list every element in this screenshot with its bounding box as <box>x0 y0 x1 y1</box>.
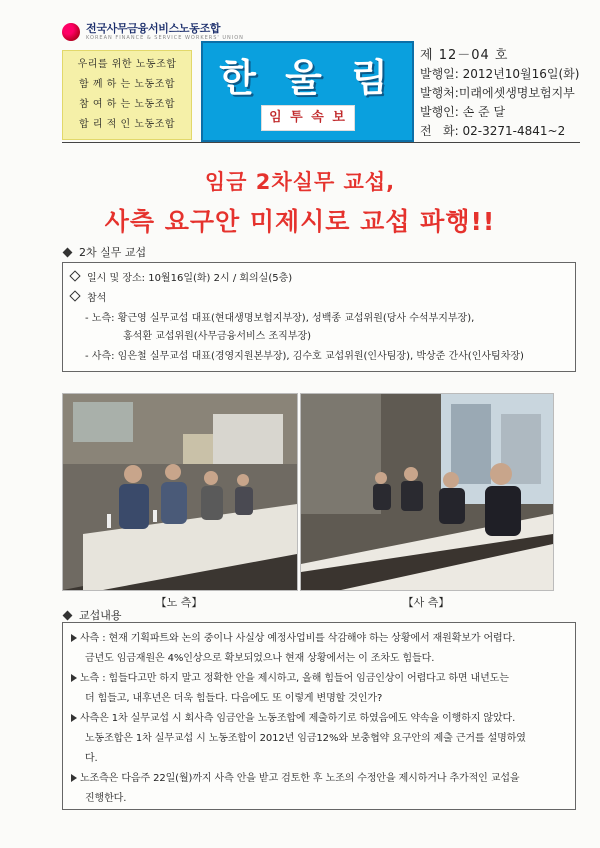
attendees-label: 참석 <box>71 289 106 304</box>
slogan-line: 합 리 적 인 노동조합 <box>79 119 175 130</box>
union-attendees: - 노측: 황근영 실무교섭 대표(현대생명보험지부장), 성백종 교섭위원(당사 수석부지부장), <box>85 313 475 324</box>
company-side-photo <box>300 393 554 591</box>
meeting-box <box>62 262 576 372</box>
negotiation-line: 노측 : 힘들다고만 하지 말고 정확한 안을 제시하고, 올해 힘들어 임금인상이 어렵다고 하면 내년도는 <box>71 669 509 684</box>
slogan-box <box>62 50 192 140</box>
masthead-subtitle: 임 투 속 보 <box>269 110 347 125</box>
issue-info <box>420 46 580 141</box>
issue-line-publisher: 발행처:미래에셋생명보험지부 <box>420 86 575 100</box>
negotiation-line: 더 힘들고, 내후년은 더욱 힘들다. 다음에도 또 이렇게 변명할 것인가? <box>85 693 383 704</box>
triangle-bullet-icon <box>71 674 77 682</box>
union-attendees-cont: 홍석환 교섭위원(사무금융서비스 조직부장) <box>123 331 312 342</box>
triangle-bullet-icon <box>71 774 77 782</box>
triangle-bullet-icon <box>71 714 77 722</box>
diamond-bullet-icon <box>63 610 73 620</box>
union-emblem-icon <box>62 23 80 41</box>
negotiation-heading: 교섭내용 <box>62 607 122 623</box>
negotiation-line: 노동조합은 1차 실무교섭 시 노동조합이 2012년 임금12%와 보충협약 요구안의 제출 근거를 설명하였 <box>85 733 526 744</box>
diamond-bullet-icon <box>63 247 73 257</box>
negotiation-line: 금년도 임금재원은 4%인상으로 확보되었으나 현재 상황에서는 이 조차도 힘들다. <box>85 653 435 664</box>
headline-line-1: 임금 2차실무 교섭, <box>204 170 396 194</box>
org-name-en: KOREAN FINANCE & SERVICE WORKERS' UNION <box>86 35 244 41</box>
negotiation-line: 노조측은 다음주 22일(월)까지 사측 안을 받고 검토한 후 노조의 수정안을 제시하거나 추가적인 교섭을 <box>71 769 519 784</box>
header-divider <box>62 142 580 143</box>
issue-line-date: 발행일: 2012년10월16일(화) <box>420 67 580 81</box>
negotiation-box <box>62 622 576 810</box>
slogan-line: 참 여 하 는 노동조합 <box>79 99 175 110</box>
issue-number: 제 12－04 호 <box>420 48 509 63</box>
meeting-datetime: 일시 및 장소: 10월16일(화) 2시 / 회의실(5층) <box>71 269 292 284</box>
issue-line-phone: 전 화: 02-3271-4841~2 <box>420 124 566 138</box>
slogan-line: 우리를 위한 노동조합 <box>77 59 177 70</box>
masthead <box>201 41 414 142</box>
slogan-line: 함 께 하 는 노동조합 <box>79 79 175 90</box>
headline-line-2: 사측 요구안 미제시로 교섭 파행!! <box>104 207 496 236</box>
union-side-photo <box>62 393 298 591</box>
triangle-bullet-icon <box>71 634 77 642</box>
negotiation-line: 다. <box>85 753 98 764</box>
company-photo-caption: 【사 측】 <box>402 596 450 609</box>
meeting-heading: 2차 실무 교섭 <box>62 244 146 260</box>
masthead-title: 한 울 림 <box>219 55 396 100</box>
negotiation-line: 사측 : 현재 기획파트와 논의 중이나 사실상 예정사업비를 삭감해야 하는 상황에서 재원확보가 어렵다. <box>71 629 515 644</box>
issue-line-issuer: 발행인: 손 준 달 <box>420 105 506 119</box>
negotiation-line: 진행한다. <box>85 793 127 804</box>
diamond-outline-icon <box>69 270 80 281</box>
org-name: 전국사무금융서비스노동조합 <box>86 22 221 35</box>
negotiation-line: 사측은 1차 실무교섭 시 회사측 임금안을 노동조합에 제출하기로 하였음에도 약속을 이행하지 않았다. <box>71 709 515 724</box>
diamond-outline-icon <box>69 290 80 301</box>
union-photo-caption: 【노 측】 <box>155 596 203 609</box>
masthead-subtitle-box <box>261 105 355 131</box>
company-attendees: - 사측: 임은철 실무교섭 대표(경영지원본부장), 김수호 교섭위원(인사팀장), 박상준 간사(인사팀차장) <box>85 351 524 362</box>
